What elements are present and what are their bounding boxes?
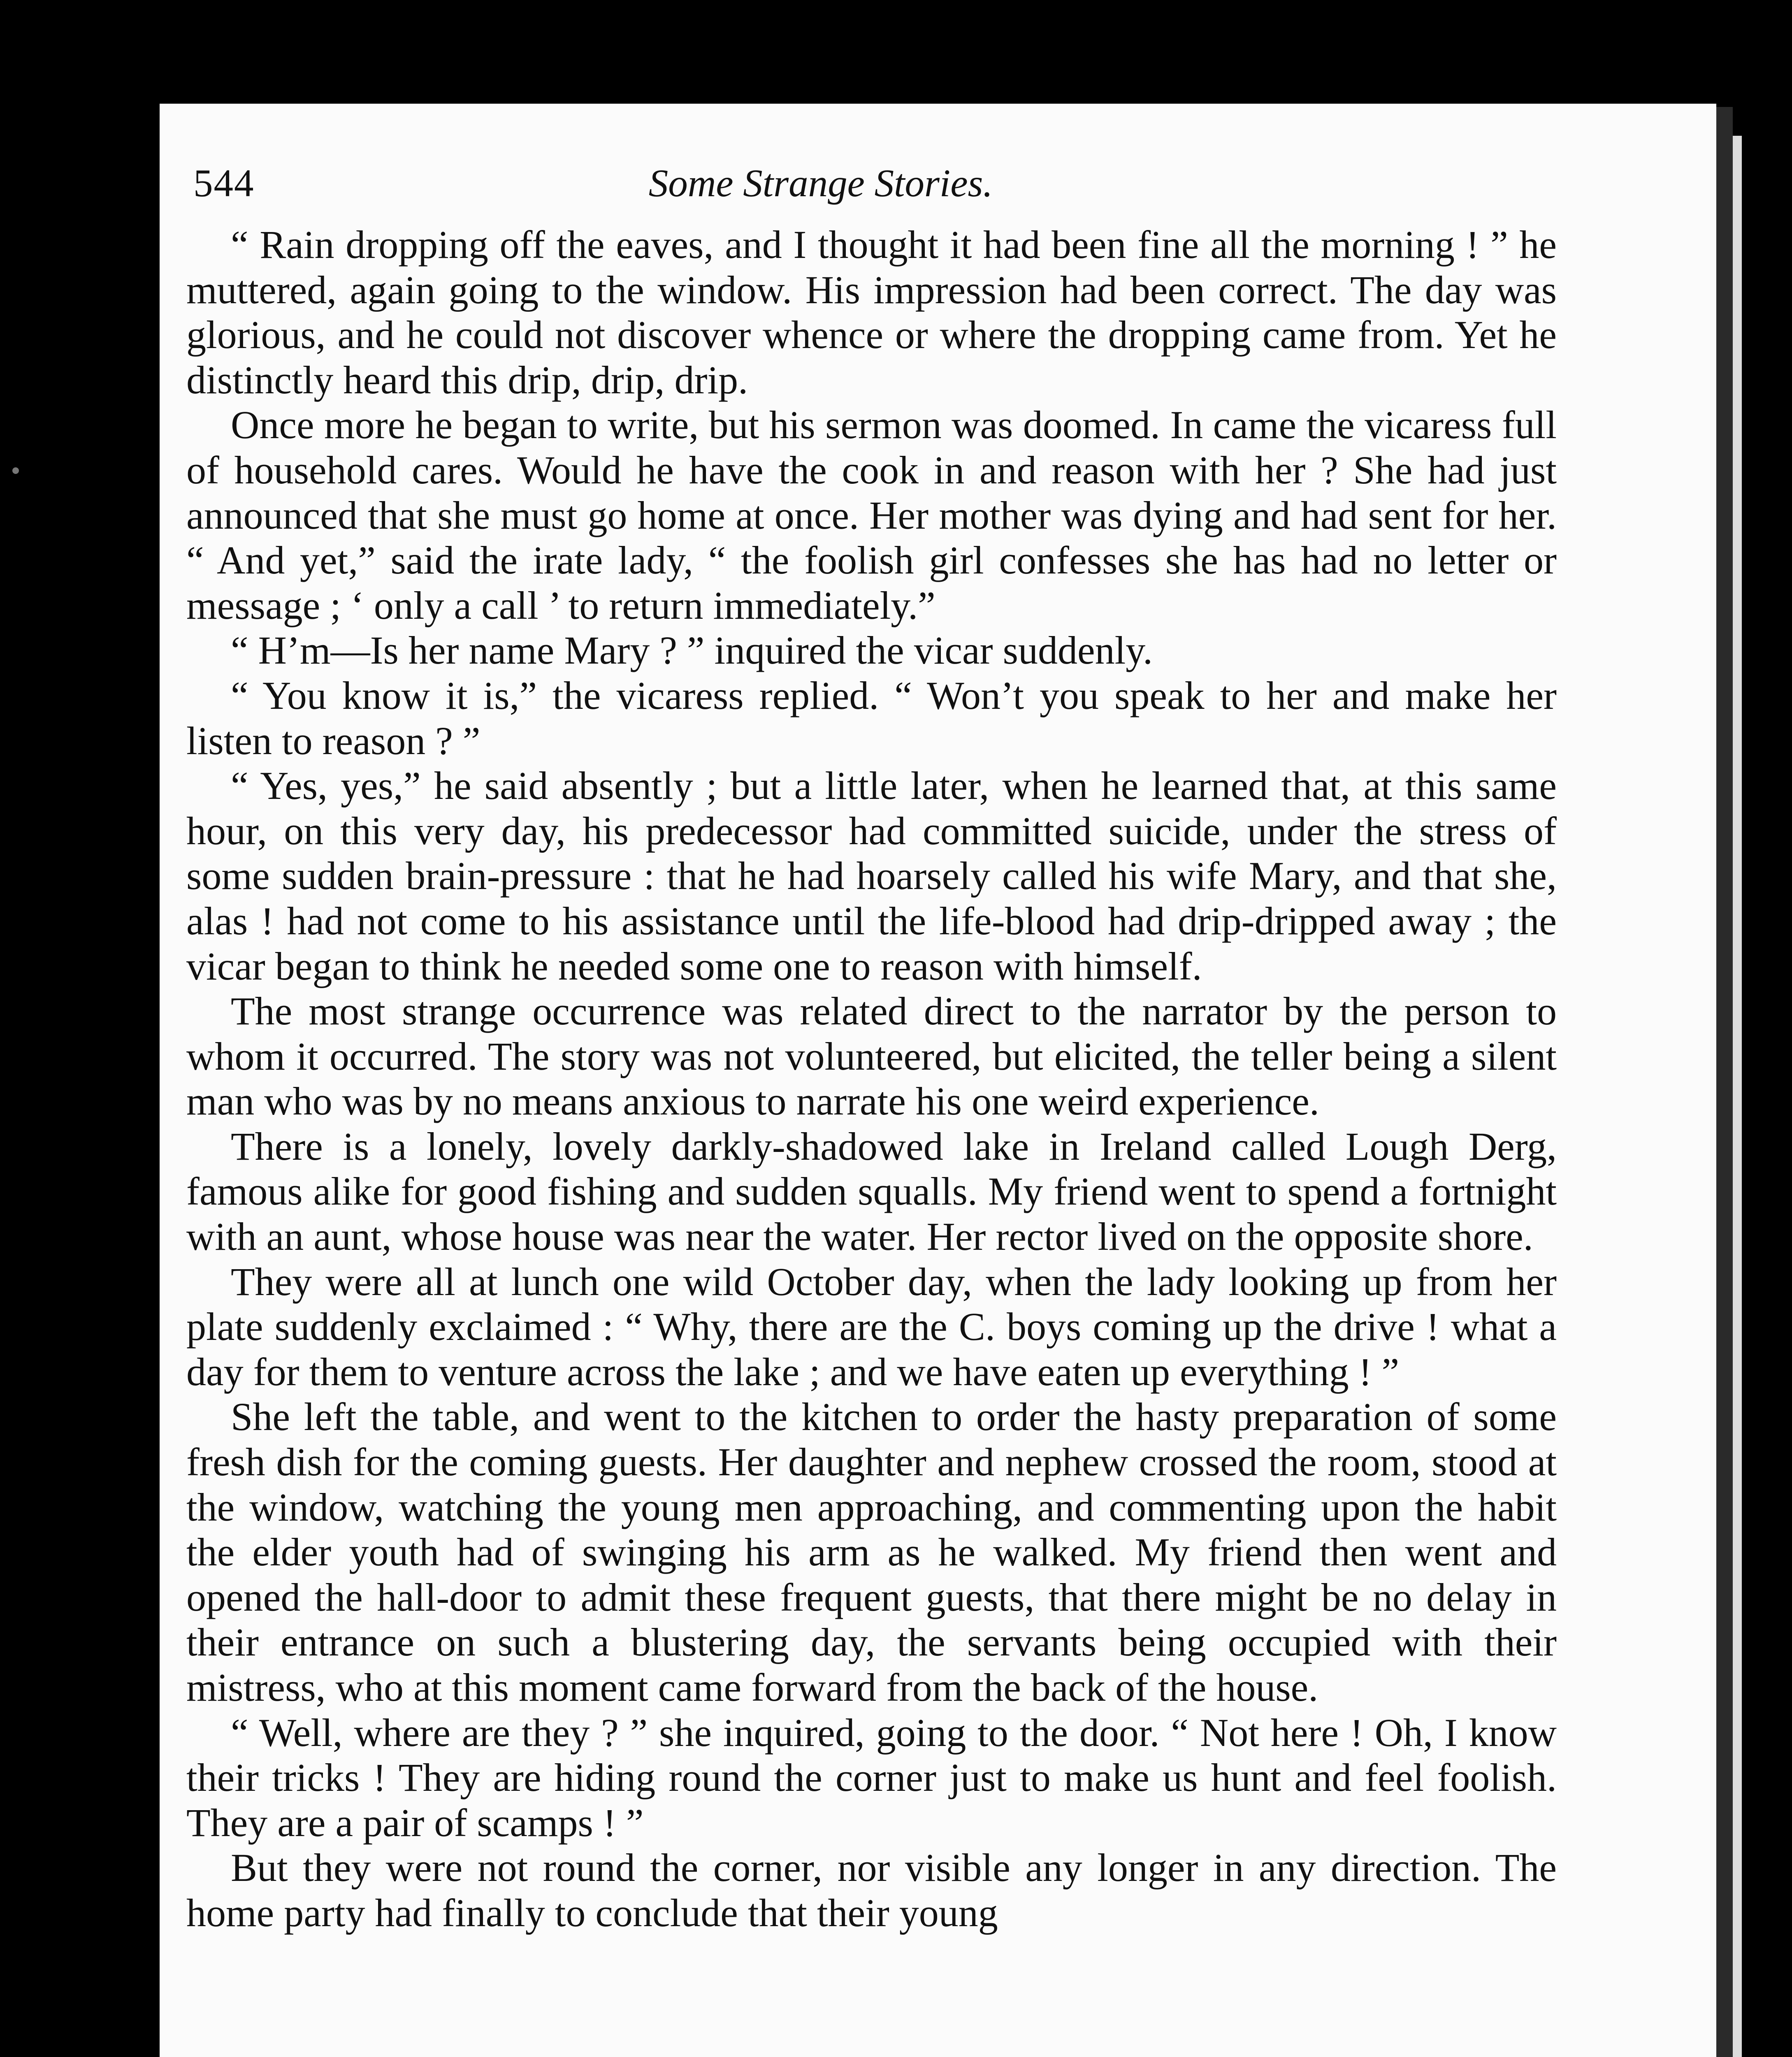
paragraph: “ H’m—Is her name Mary ? ” inquired the vicar suddenly. (231, 628, 1153, 673)
paragraph: Once more he began to write, but his sermon was doomed. In came the vicaress full of household cares. Would he have the cook in and reason with her ? She had just announced that she must go home at once. Her mother was dying and had sent for her. “ And yet,” said the irate lady, “ the foolish girl confesses she has had no letter or message ; ‘ only a call ’ to return immediately.” (186, 403, 1557, 627)
paragraph: The most strange occurrence was related direct to the narrator by the person to whom it occurred. The story was not volunteered, but elicited, the teller being a silent man who was by no means anxious to narrate his one weird experience. (186, 989, 1557, 1124)
book-spine-shadow (1716, 107, 1733, 2057)
scan-speck (12, 467, 19, 474)
page-header (193, 148, 1448, 218)
paragraph: There is a lonely, lovely darkly-shadowed lake in Ireland called Lough Derg, famous alike for good fishing and sudden squalls. My friend went to spend a fortnight with an aunt, whose house was near the water. Her rector lived on the opposite shore. (186, 1124, 1557, 1259)
running-title: Some Strange Stories. (648, 161, 993, 205)
page-number: 544 (193, 161, 255, 205)
facing-page-edge (1733, 136, 1742, 2057)
paragraph: “ Yes, yes,” he said absently ; but a little later, when he learned that, at this same hour, on this very day, his predecessor had committed suicide, under the stress of some sudden brain-pressure : that he had hoarsely called his wife Mary, and that she, alas ! had not come to his assistance until the life-blood had drip-dripped away ; the vicar began to think he needed some one to reason with himself. (186, 764, 1557, 988)
paragraph: She left the table, and went to the kitchen to order the hasty preparation of some fresh dish for the coming guests. Her daughter and nephew crossed the room, stood at the window, watching the young men approaching, and commenting upon the habit the elder youth had of swinging his arm as he walked. My friend then went and opened the hall-door to admit these frequent guests, that there might be no delay in their entrance on such a blustering day, the servants being occupied with their mistress, who at this moment came forward from the back of the house. (186, 1395, 1557, 1709)
body-text (186, 222, 1557, 1936)
paragraph: “ Rain dropping off the eaves, and I thought it had been fine all the morning ! ” he muttered, again going to the window. His impression had been correct. The day was glorious, and he could not discover whence or where the dropping came from. Yet he distinctly heard this drip, drip, drip. (186, 223, 1557, 402)
paragraph: But they were not round the corner, nor visible any longer in any direction. The home party had finally to conclude that their young (186, 1846, 1557, 1935)
paragraph: “ You know it is,” the vicaress replied. “ Won’t you speak to her and make her listen to reason ? ” (186, 673, 1557, 763)
paragraph: “ Well, where are they ? ” she inquired, going to the door. “ Not here ! Oh, I know their tricks ! They are hiding round the corner just to make us hunt and feel foolish. They are a pair of scamps ! ” (186, 1710, 1557, 1845)
paragraph: They were all at lunch one wild October day, when the lady looking up from her plate suddenly exclaimed : “ Why, there are the C. boys coming up the drive ! what a day for them to venture across the lake ; and we have eaten up everything ! ” (186, 1259, 1557, 1394)
